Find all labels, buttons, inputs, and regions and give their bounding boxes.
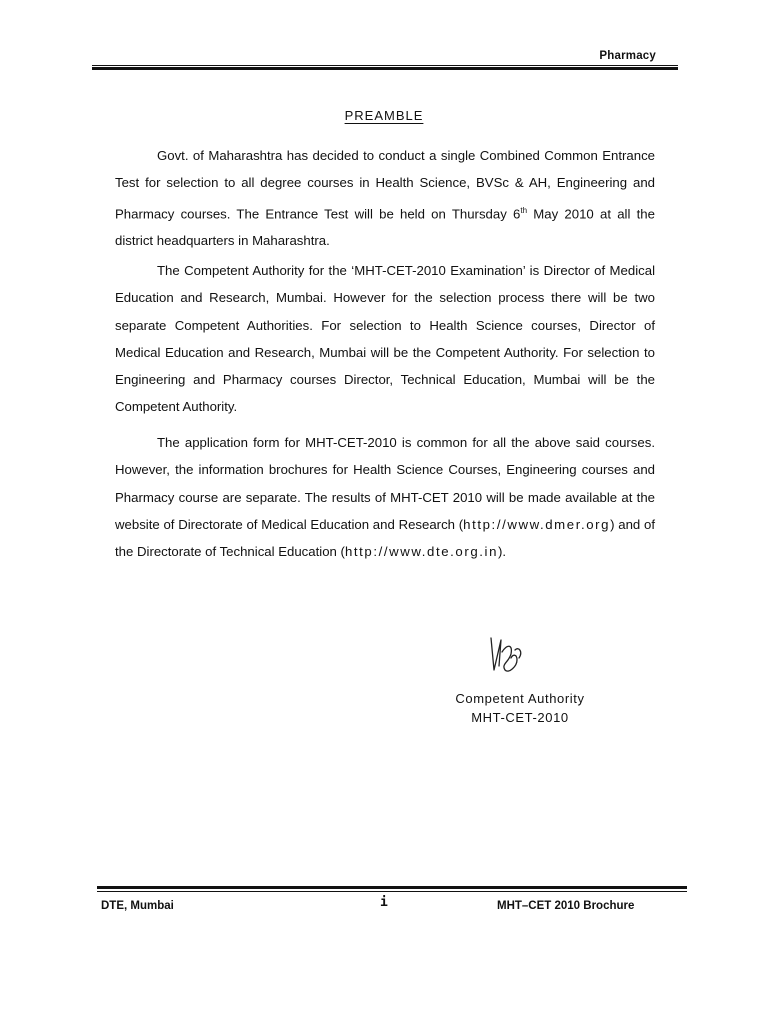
paragraph-3-text-b: ) and of the Directorate of Technical Education ( (115, 516, 655, 560)
paragraph-1-text-a: Govt. of Maharashtra has decided to conduct a single Combined Common Entrance Test for selection to all degree courses in Health Science, BVSc & AH, Engineering and Pharmacy courses. The Entrance Test will be held on Thursday 6 (115, 148, 655, 221)
header-rule-thick (92, 67, 678, 70)
dmer-url: http://www.dmer.org (463, 516, 611, 532)
header-rule-thin (92, 65, 678, 66)
header-section-label: Pharmacy (599, 50, 656, 62)
footer-rule-thick (97, 886, 687, 889)
page-number: i (380, 895, 388, 910)
page-title: PREAMBLE (344, 108, 424, 123)
superscript-th: th (520, 205, 528, 215)
footer-left-label: DTE, Mumbai (101, 900, 174, 912)
paragraph-2 (115, 257, 655, 421)
signature-block (420, 689, 620, 727)
paragraph-3 (115, 429, 655, 565)
handwritten-signature (487, 630, 527, 678)
paragraph-3-text-c: ). (498, 544, 507, 560)
paragraph-3-text-a: The application form for MHT-CET-2010 is common for all the above said courses. However, the information brochures for Health Science Courses, Engineering courses and Pharmacy course are separate. The results of MHT-CET 2010 will be made available at the website of Directorate of Medical Education and Research ( (115, 435, 655, 532)
signature-subtitle: MHT-CET-2010 (471, 710, 569, 725)
paragraph-1-text-b: May 2010 at all the district headquarters in Maharashtra. (115, 205, 655, 249)
paragraph-1 (115, 142, 655, 255)
footer-rule-thin (97, 891, 687, 892)
dte-url: http://www.dte.org.in (344, 544, 499, 560)
signature-title: Competent Authority (455, 691, 585, 706)
paragraph-2-text: The Competent Authority for the ‘MHT-CET-2010 Examination’ is Director of Medical Education and Research, Mumbai. However for the selection process there will be two separate Competent Authorities. For selection to Health Science courses, Director of Medical Education and Research, Mumbai will be the Competent Authority. For selection to Engineering and Pharmacy courses Director, Technical Education, Mumbai will be the Competent Authority. (115, 263, 655, 415)
footer-right-label: MHT–CET 2010 Brochure (497, 900, 635, 912)
